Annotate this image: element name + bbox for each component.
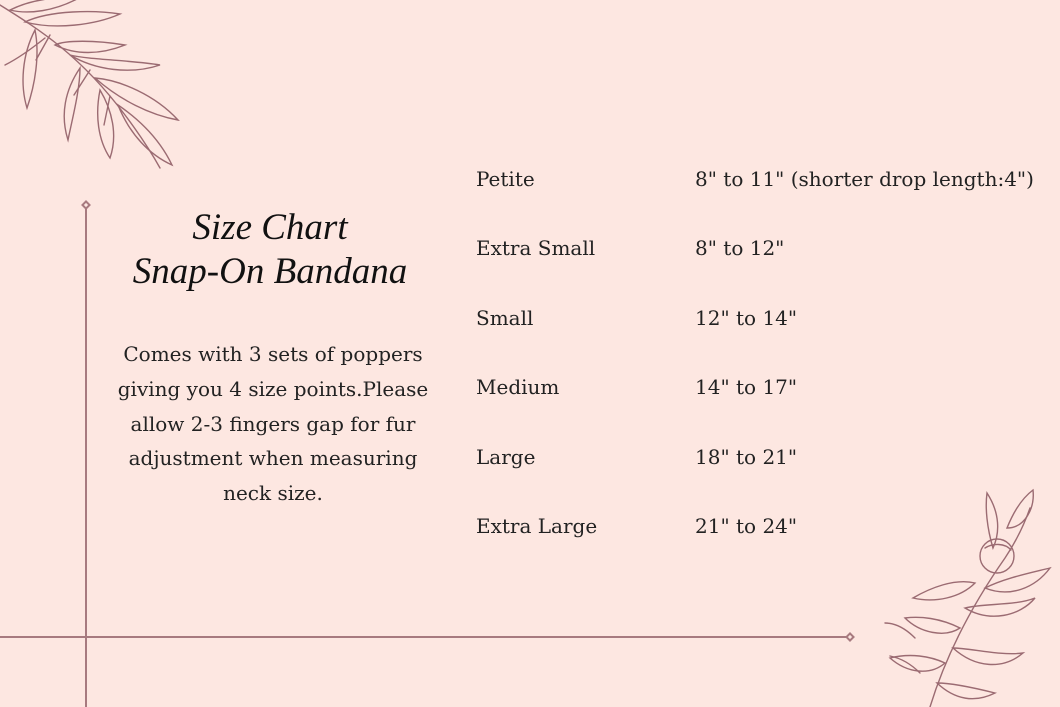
size-name: Extra Large bbox=[476, 514, 598, 538]
size-range: 8" to 12" bbox=[695, 236, 785, 260]
page-title bbox=[100, 206, 440, 294]
size-name: Extra Small bbox=[476, 236, 596, 260]
title-line-2: Snap-On Bandana bbox=[132, 251, 408, 292]
size-name: Medium bbox=[476, 375, 560, 399]
size-range: 21" to 24" bbox=[695, 514, 798, 538]
size-range: 14" to 17" bbox=[695, 375, 798, 399]
size-range: 8" to 11" (shorter drop length:4") bbox=[695, 167, 1034, 191]
size-name: Small bbox=[476, 306, 534, 330]
size-name: Petite bbox=[476, 167, 535, 191]
size-range: 12" to 14" bbox=[695, 306, 798, 330]
title-line-1: Size Chart bbox=[192, 207, 348, 248]
size-range: 18" to 21" bbox=[695, 445, 798, 469]
size-name: Large bbox=[476, 445, 536, 469]
description-text: Comes with 3 sets of poppers giving you 4 size points.Please allow 2-3 fingers gap for fur adjustment when measuring neck size. bbox=[117, 342, 429, 506]
